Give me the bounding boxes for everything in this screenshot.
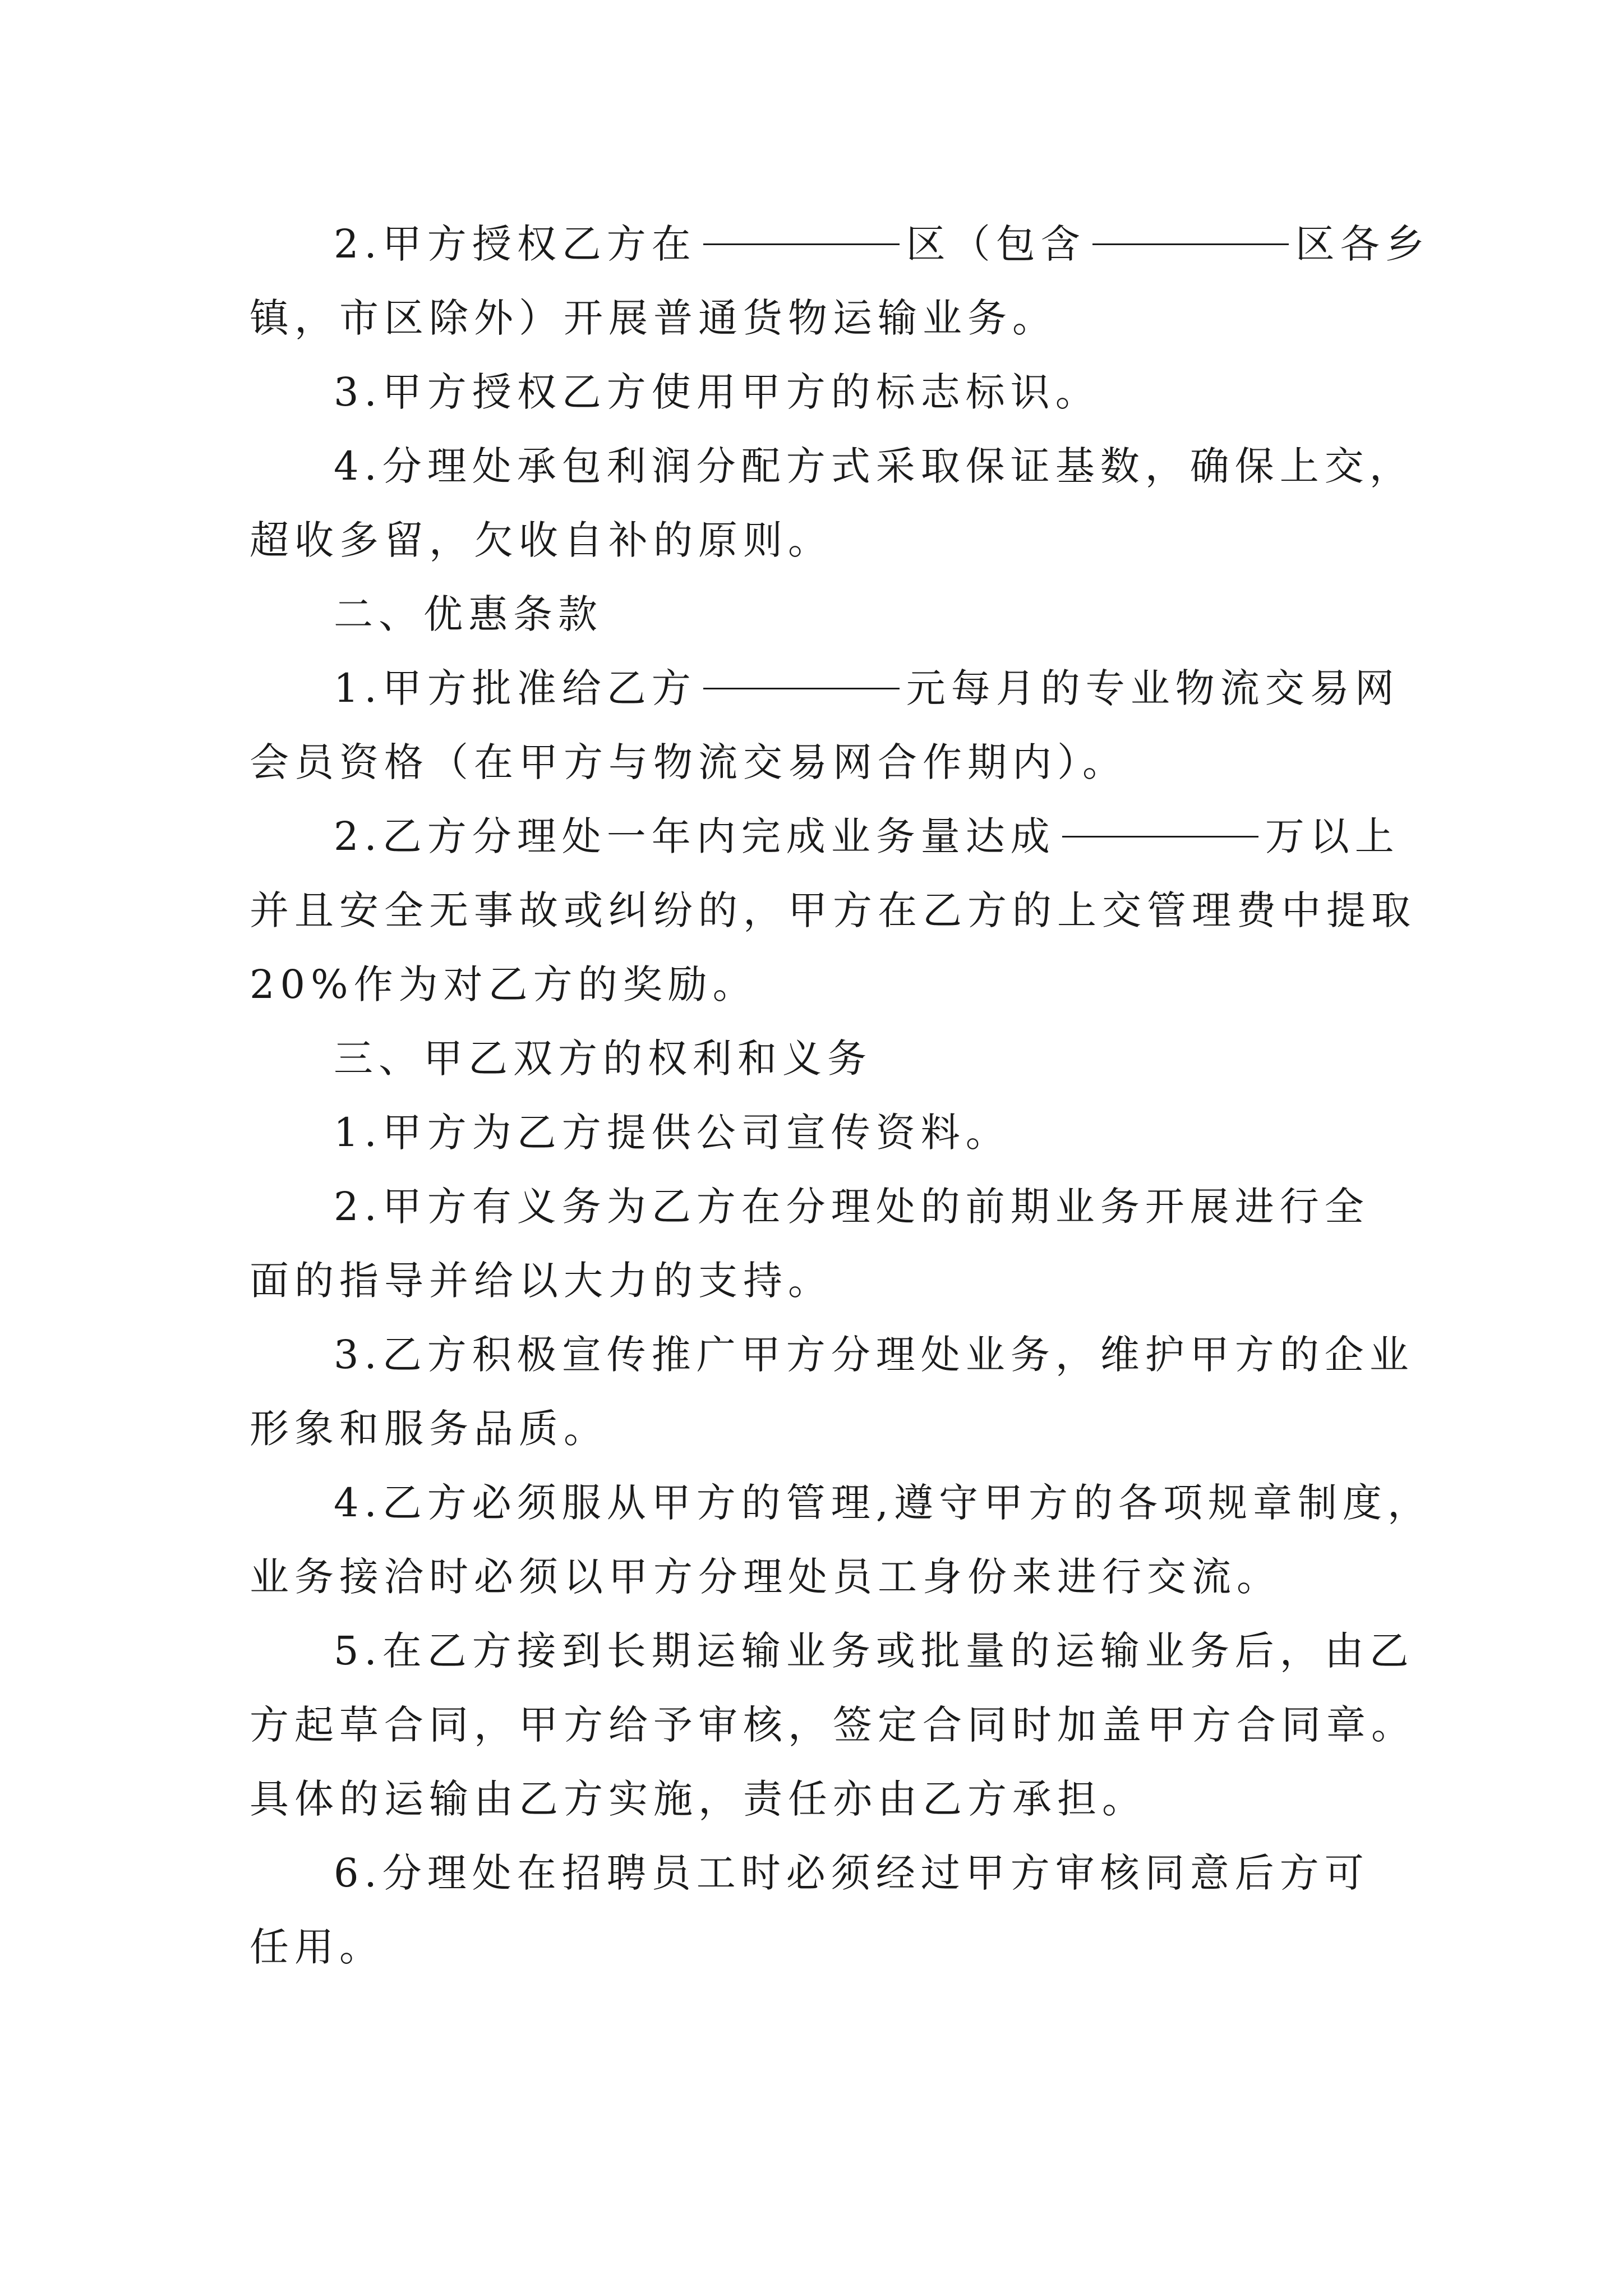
clause-1-4: 4.分理处承包利润分配方式采取保证基数，确保上交，	[334, 443, 1414, 489]
clause-1-2	[334, 213, 1430, 275]
clause-3-2-continuation: 面的指导并给以大力的支持。	[250, 1258, 833, 1304]
clause-2-2	[334, 806, 1400, 867]
clause-2-2-text-b: 万以上	[1265, 813, 1400, 859]
clause-3-6: 6.分理处在招聘员工时必须经过甲方审核同意后方可	[334, 1850, 1370, 1896]
fill-blank-included-district	[1092, 241, 1289, 245]
fill-blank-district	[703, 241, 900, 245]
clause-3-3-continuation: 形象和服务品质。	[250, 1406, 608, 1452]
clause-2-1-text-b: 元每月的专业物流交易网	[906, 665, 1400, 711]
clause-1-4-continuation: 超收多留，欠收自补的原则。	[250, 517, 833, 563]
clause-2-1-text-a: 1.甲方批准给乙方	[334, 665, 697, 711]
clause-3-3: 3.乙方积极宣传推广甲方分理处业务，维护甲方的企业	[334, 1332, 1414, 1378]
clause-2-2-text-a: 2.乙方分理处一年内完成业务量达成	[334, 813, 1055, 859]
clause-3-1: 1.甲方为乙方提供公司宣传资料。	[334, 1110, 1011, 1156]
clause-1-2-continuation: 镇，市区除外）开展普通货物运输业务。	[250, 295, 1057, 341]
clause-2-2-continuation-1: 并且安全无事故或纠纷的，甲方在乙方的上交管理费中提取	[250, 887, 1416, 933]
clause-2-2-continuation-2: 20%作为对乙方的奖励。	[250, 961, 758, 1007]
section-2-heading: 二、优惠条款	[334, 591, 603, 637]
fill-blank-volume	[1062, 834, 1258, 838]
clause-3-5: 5.在乙方接到长期运输业务或批量的运输业务后，由乙	[334, 1628, 1414, 1674]
clause-2-1-continuation: 会员资格（在甲方与物流交易网合作期内）。	[250, 739, 1127, 785]
clause-3-2: 2.甲方有义务为乙方在分理处的前期业务开展进行全	[334, 1184, 1370, 1230]
clause-3-5-continuation-1: 方起草合同，甲方给予审核，签定合同时加盖甲方合同章。	[250, 1702, 1416, 1748]
section-3-heading: 三、甲乙双方的权利和义务	[334, 1036, 872, 1082]
fill-blank-amount	[703, 685, 900, 689]
clause-3-5-continuation-2: 具体的运输由乙方实施，责任亦由乙方承担。	[250, 1776, 1147, 1822]
clause-1-2-text-c: 区各乡	[1295, 221, 1430, 267]
clause-1-2-text-b: 区（包含	[906, 221, 1086, 267]
clause-3-4-continuation: 业务接洽时必须以甲方分理处员工身份来进行交流。	[250, 1554, 1281, 1600]
clause-2-1	[334, 657, 1400, 719]
clause-1-3: 3.甲方授权乙方使用甲方的标志标识。	[334, 369, 1100, 415]
clause-3-6-continuation: 任用。	[250, 1924, 384, 1970]
clause-3-4: 4.乙方必须服从甲方的管理,遵守甲方的各项规章制度，	[334, 1480, 1433, 1526]
clause-1-2-text-a: 2.甲方授权乙方在	[334, 221, 697, 267]
